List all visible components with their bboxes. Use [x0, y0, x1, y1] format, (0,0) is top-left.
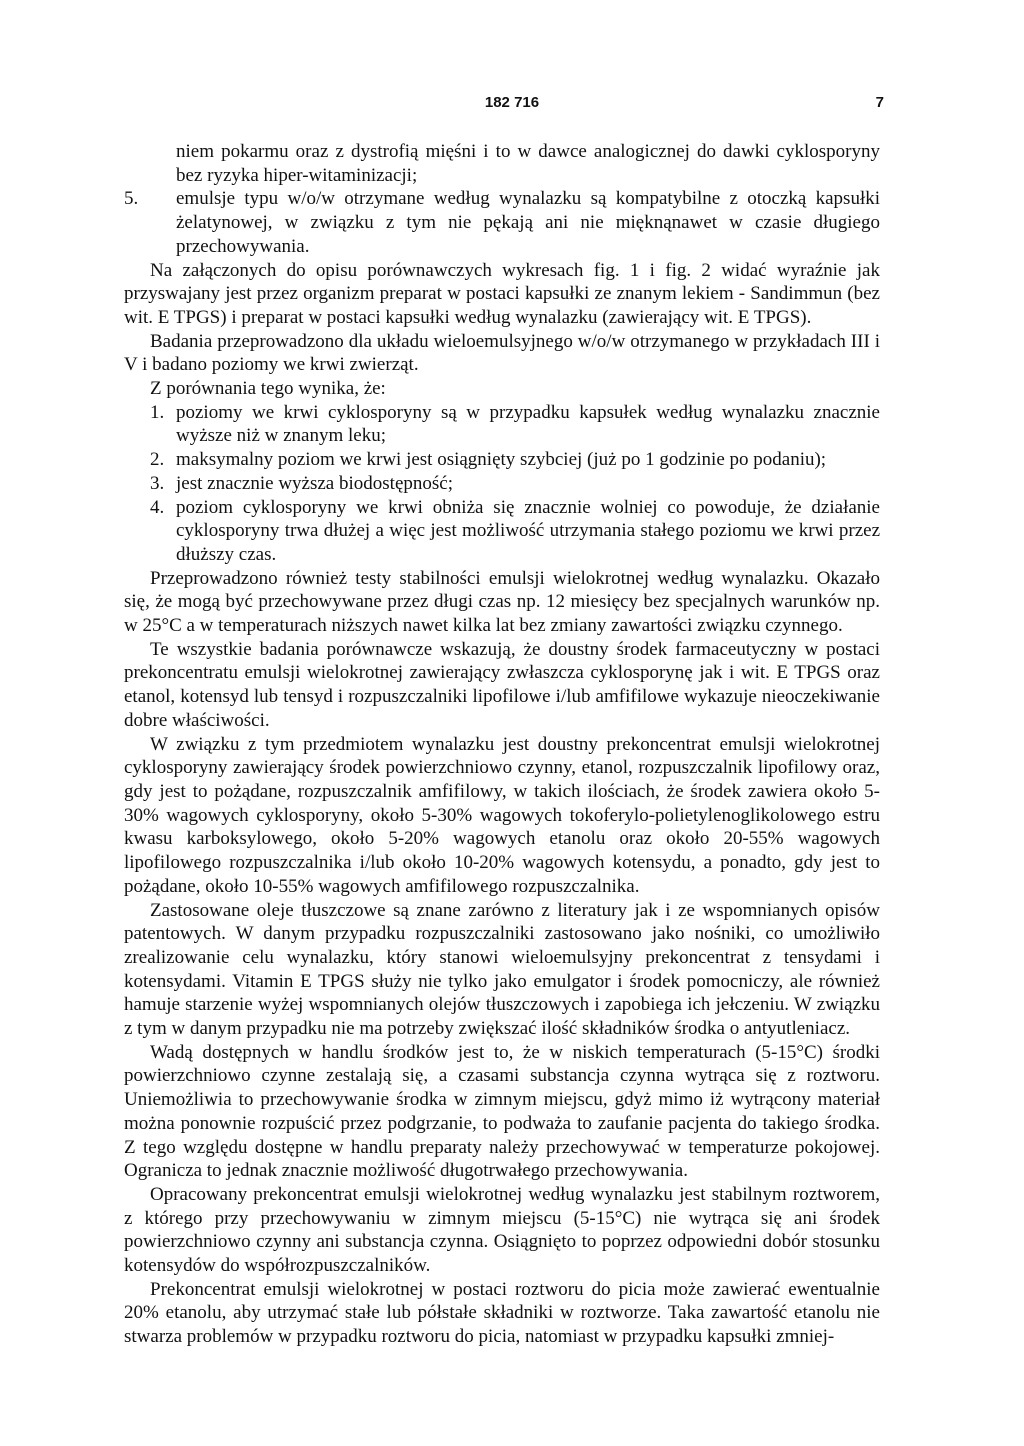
patent-number: 182 716	[484, 94, 540, 111]
results-list	[124, 401, 880, 567]
list-text: poziomy we krwi cyklosporyny są w przypadku kapsułek według wynalazku znacznie wyższe niż w znanym leku;	[176, 401, 880, 447]
list-text: emulsje typu w/o/w otrzymane według wynalazku są kompatybilne z otoczką kapsułki żelatynowej, w związku z tym nie pękają ani nie mięknąnawet w czasie długiego przechowywania.	[176, 188, 880, 257]
paragraph: Prekoncentrat emulsji wielokrotnej w postaci roztworu do picia może zawierać ewentualnie 20% etanolu, aby utrzymać stałe lub półstałe składniki w roztworze. Taka zawartość etanolu nie stwarza problemów w przypadku roztworu do picia, natomiast w przypadku kapsułki zmniej-	[124, 1278, 880, 1348]
page-number: 7	[875, 94, 884, 111]
paragraph: Badania przeprowadzono dla układu wieloemulsyjnego w/o/w otrzymanego w przykładach III i V i badano poziomy we krwi zwierząt.	[124, 330, 880, 376]
paragraph: W związku z tym przedmiotem wynalazku jest doustny prekoncentrat emulsji wielokrotnej cyklosporyny zawierający środek powierzchniowo czynny, etanol, rozpuszczalnik lipofilowy oraz, gdy jest to pożądane, rozpuszczalnik amfifilowy, w takich ilościach, że środek zawiera około 5-30% wagowych cyklosporyny, około 5-30% wagowych tokoferylo-polietylenoglikolowego estru kwasu karboksylowego, około 5-20% wagowych etanolu oraz około 20-55% wagowych lipofilowego rozpuszczalnika i/lub około 10-20% wagowych kotensydu, a ponadto, gdy jest to pożądane, około 10-55% wagowych amfifilowego rozpuszczalnika.	[124, 733, 880, 897]
paragraph: Opracowany prekoncentrat emulsji wielokrotnej według wynalazku jest stabilnym roztworem, z którego przy przechowywaniu w zimnym miejscu (5-15°C) nie wytrąca się ani środek powierzchniowo czynny ani substancja czynna. Osiągnięto to poprzez odpowiedni dobór stosunku kotensydów do współrozpuszczalników.	[124, 1183, 880, 1277]
list-item	[124, 472, 880, 496]
paragraph: Przeprowadzono również testy stabilności emulsji wielokrotnej według wynalazku. Okazało się, że mogą być przechowywane przez długi czas np. 12 miesięcy bez specjalnych warunków np. w 25°C a w temperaturach niższych nawet kilka lat bez zmiany zawartości związku czynnego.	[124, 567, 880, 637]
list-text: jest znacznie wyższa biodostępność;	[176, 472, 453, 494]
paragraph: Na załączonych do opisu porównawczych wykresach fig. 1 i fig. 2 widać wyraźnie jak przyswajany jest przez organizm preparat w postaci kapsułki ze znanym lekiem - Sandimmun (bez wit. E TPGS) i preparat w postaci kapsułki według wynalazku (zawierający wit. E TPGS).	[124, 259, 880, 328]
paragraph: Wadą dostępnych w handlu środków jest to, że w niskich temperaturach (5-15°C) środki powierzchniowo czynne zestalają się, a czasami substancja czynna wytrąca się z roztworu. Uniemożliwia to przechowywanie środka w zimnym miejscu, gdyż mimo iż wytrącony materiał można ponownie rozpuścić przez podgrzanie, to podważa to zaufanie pacjenta do takiego środka. Z tego względu dostępne w handlu preparaty należy przechowywać w temperaturze pokojowej. Ogranicza to jednak znacznie możliwość długotrwałego przechowywania.	[124, 1041, 880, 1182]
list-item	[124, 187, 880, 258]
list-item	[124, 401, 880, 448]
list-text: poziom cyklosporyny we krwi obniża się znacznie wolniej co powoduje, że działanie cyklosporyny trwa dłużej a więc jest możliwość utrzymania stałego poziomu we krwi przez dłuższy czas.	[176, 496, 880, 565]
list-number: 5.	[124, 188, 139, 210]
list-number: 4.	[150, 496, 165, 518]
paragraph: Te wszystkie badania porównawcze wskazują, że doustny środek farmaceutyczny w postaci prekoncentratu emulsji wielokrotnej zawierający zwłaszcza cyklosporynę jak i wit. E TPGS oraz etanol, kotensyd lub tensyd i rozpuszczalniki lipofilowe i/lub amfifilowe wykazuje nieoczekiwanie dobre właściwości.	[124, 638, 880, 731]
list-number: 3.	[150, 472, 165, 494]
list-text: maksymalny poziom we krwi jest osiągnięty szybciej (już po 1 godzinie po podaniu);	[176, 449, 827, 471]
paragraph: Zastosowane oleje tłuszczowe są znane zarówno z literatury jak i ze wspomnianych opisów patentowych. W danym przypadku rozpuszczalniki zastosowano jako nośniki, co umożliwiło zrealizowanie celu wynalazku, który stanowi wieloemulsyjny prekoncentrat z tensydami i kotensydami. Vitamin E TPGS służy nie tylko jako emulgator i środek pomocniczy, ale również hamuje starzenie wyżej wspomnianych olejów tłuszczowych i zapobiega ich jełczeniu. W związku z tym w danym przypadku nie ma potrzeby zwiększać ilość składników środka o antyutleniacz.	[124, 899, 880, 1040]
list-item	[124, 140, 880, 187]
continued-list	[124, 140, 880, 259]
page-header	[0, 94, 1024, 118]
list-item	[124, 448, 880, 472]
list-number: 2.	[150, 449, 165, 471]
list-item	[124, 496, 880, 567]
list-number: 1.	[150, 401, 165, 423]
document-body	[124, 140, 880, 1349]
paragraph: Z porównania tego wynika, że:	[150, 378, 386, 400]
list-text: niem pokarmu oraz z dystrofią mięśni i to w dawce analogicznej do dawki cyklosporyny bez ryzyka hiper-witaminizacji;	[176, 141, 880, 186]
